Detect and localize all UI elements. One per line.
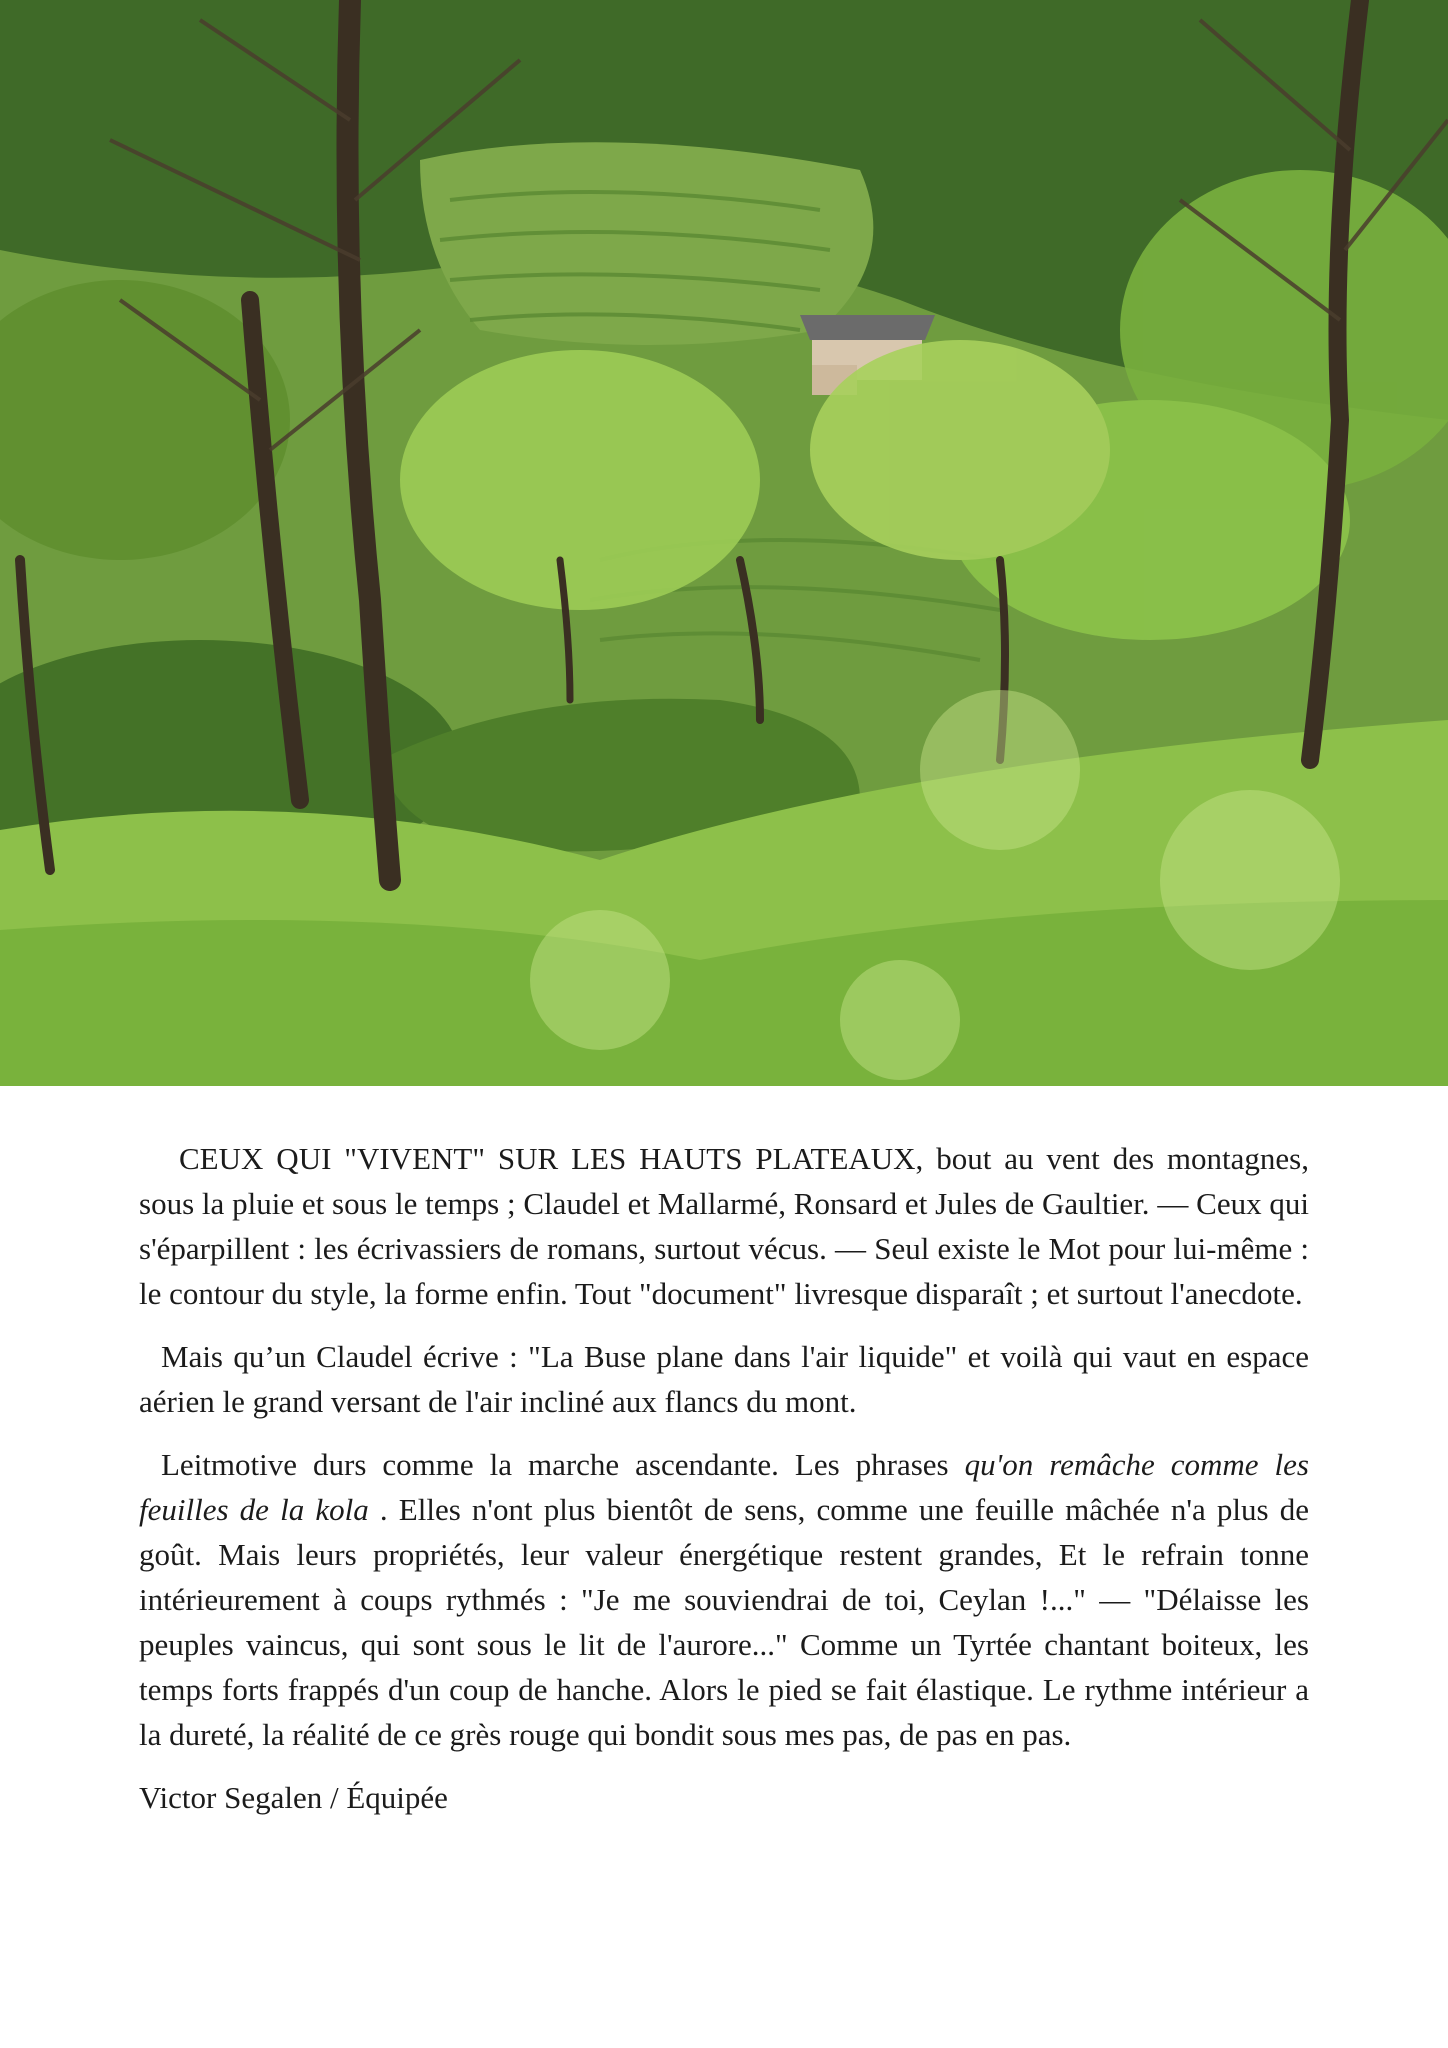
paragraph-3-italic-quote: qu'on remâche comme les feuilles de la kola (139, 1447, 1309, 1527)
essay-text (139, 1136, 1309, 1838)
signature: Victor Segalen / Équipée (139, 1780, 448, 1815)
paragraph-3-text-end: . Elles n'ont plus bientôt de sens, comme une feuille mâchée n'a plus de goût. Mais leurs propriétés, leur valeur énergétique restent grandes, Et le refrain tonne intérieurement à coups rythmés : "Je me souviendrai de toi, Ceylan !..." — "Délaisse les peuples vaincus, qui sont sous le lit de l'aurore..." Comme un Tyrtée chantant boiteux, les temps forts frappés d'un coup de hanche. Alors le pied se fait élastique. Le rythme intérieur a la dureté, la réalité de ce grès rouge qui bondit sous mes pas, de pas en pas. (139, 1492, 1310, 1752)
paragraph-2 (139, 1334, 1309, 1424)
paragraph-3-text-start: Leitmotive durs comme la marche ascendante. Les phrases (161, 1447, 965, 1482)
paragraph-1 (139, 1136, 1309, 1316)
paragraph-2-text: Mais qu’un Claudel écrive : "La Buse plane dans l'air liquide" et voilà qui vaut en espace aérien le grand versant de l'air incliné aux flancs du mont. (139, 1339, 1309, 1419)
paragraph-3 (139, 1442, 1309, 1757)
paragraph-1-text: CEUX QUI "VIVENT" SUR LES HAUTS PLATEAUX, bout au vent des montagnes, sous la pluie et sous le temps ; Claudel et Mallarmé, Ronsard et Jules de Gaultier. — Ceux qui s'éparpillent : les écrivassiers de romans, surtout vécus. — Seul existe le Mot pour lui-même : le contour du style, la forme enfin. Tout "document" livresque disparaît ; et surtout l'anecdote. (139, 1141, 1309, 1311)
